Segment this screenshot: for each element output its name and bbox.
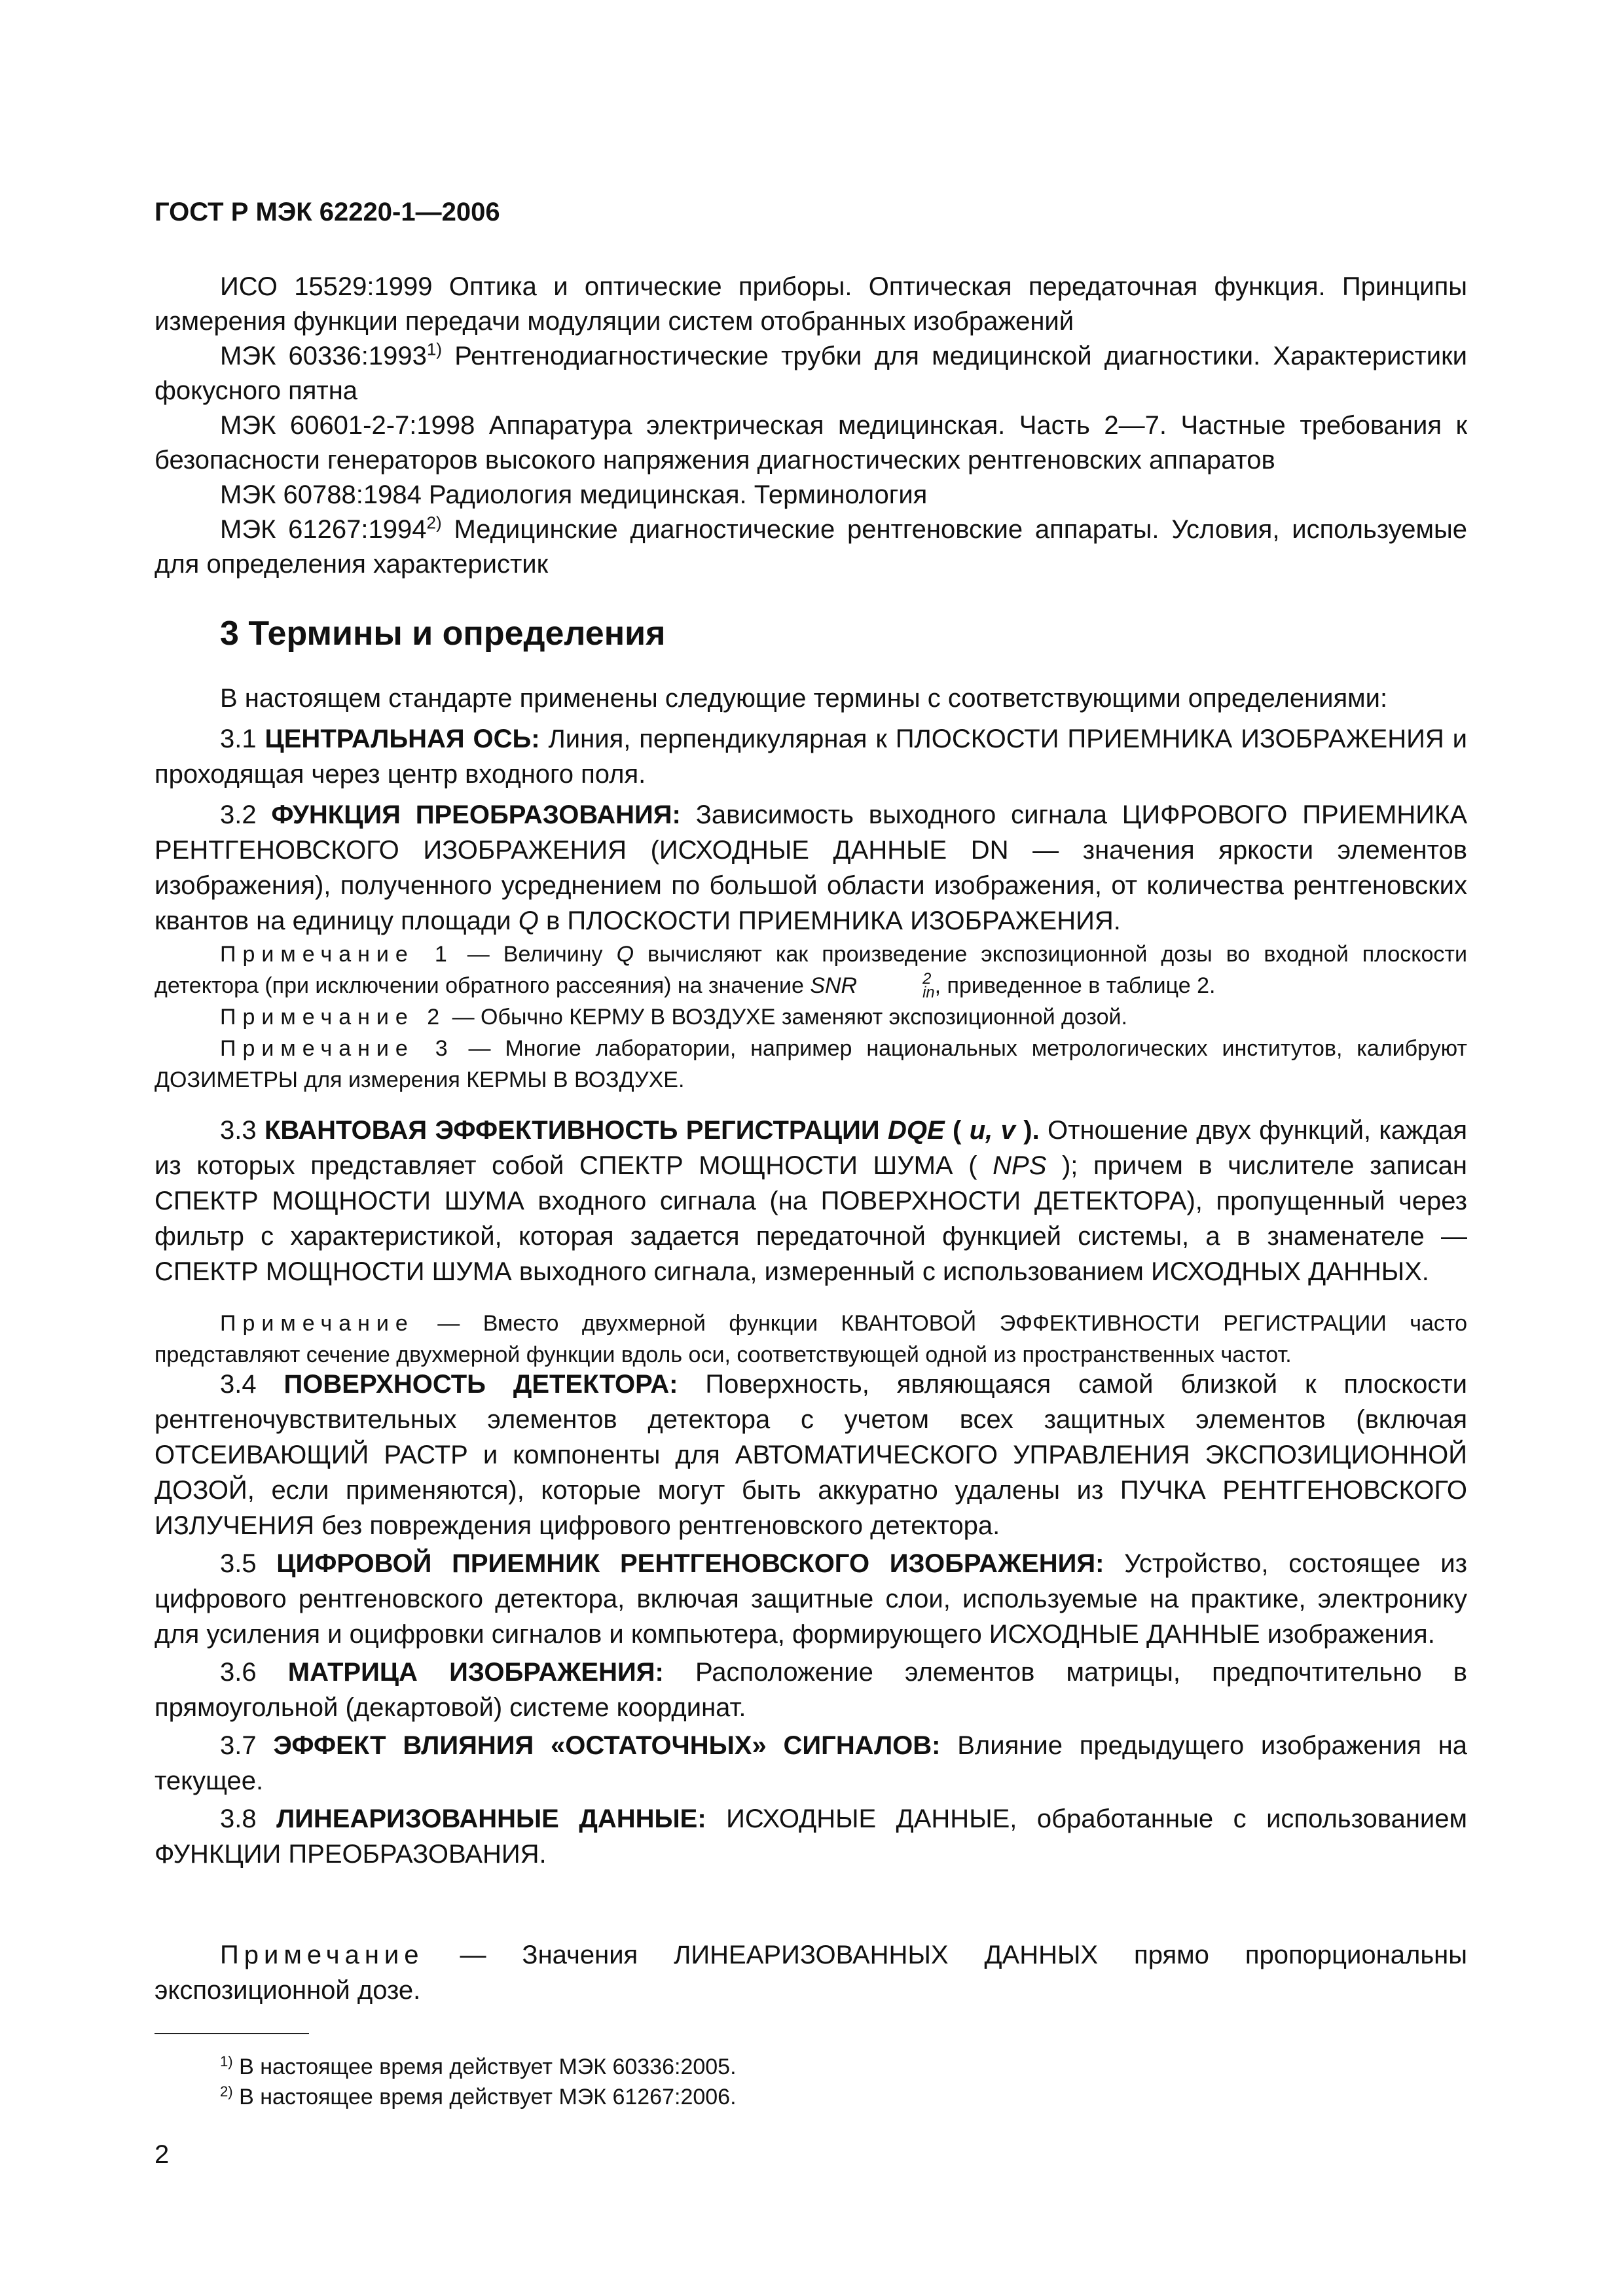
term-3-2: 3.2 ФУНКЦИЯ ПРЕОБРАЗОВАНИЯ: Зависимость выходного сигнала ЦИФРОВОГО ПРИЕМНИКА РЕНТГЕНОВСКОГО ИЗОБРАЖЕНИЯ (ИСХОДНЫЕ ДАННЫЕ DN — значения яркости элементов изображения), полученного усреднением по большой области изображения, от количества рентгеновских квантов на единицу площади Q в ПЛОСКОСТИ ПРИЕМНИКА ИЗОБРАЖЕНИЯ. xyxy=(155,800,1467,935)
footnote-mark: 2) xyxy=(426,512,442,533)
reference-item: МЭК 60336:1993$^{1)}$ Рентгенодиагностические трубки для медицинской диагностики. Характеристики фокусного пятна xyxy=(155,339,1467,405)
footnote-divider xyxy=(155,2033,309,2034)
document-header: ГОСТ Р МЭК 62220-1—2006 xyxy=(155,198,500,226)
term-name: КВАНТОВАЯ ЭФФЕКТИВНОСТЬ РЕГИСТРАЦИИ xyxy=(264,1116,888,1145)
notes-3-2 xyxy=(155,939,1467,1096)
term-3-7: 3.7 ЭФФЕКТ ВЛИЯНИЯ «ОСТАТОЧНЫХ» СИГНАЛОВ: Влияние предыдущего изображения на текущее. xyxy=(155,1731,1468,1795)
term-3-4: 3.4 ПОВЕРХНОСТЬ ДЕТЕКТОРА: Поверхность, являющаяся самой близкой к плоскости рентгеночувствительных элементов детектора с учетом всех защитных элементов (включая ОТСЕИВАЮЩИЙ РАСТР и компоненты для АВТОМАТИЧЕСКОГО УПРАВЛЕНИЯ ЭКСПОЗИЦИОННОЙ ДОЗОЙ, если применяются), которые могут быть аккуратно удалены из ПУЧКА РЕНТГЕНОВСКОГО ИЗЛУЧЕНИЯ без повреждения цифрового рентгеновского детектора. xyxy=(155,1370,1467,1540)
term-name: ЦИФРОВОЙ ПРИЕМНИК РЕНТГЕНОВСКОГО ИЗОБРАЖЕНИЯ: xyxy=(276,1549,1104,1578)
reference-item: ИСО 15529:1999 Оптика и оптические приборы. Оптическая передаточная функция. Принципы измерения функции передачи модуляции систем отобранных изображений xyxy=(155,272,1467,336)
term-name: ПОВЕРХНОСТЬ ДЕТЕКТОРА: xyxy=(283,1370,678,1399)
reference-item: МЭК 61267:1994$^{2)}$ Медицинские диагностические рентгеновские аппараты. Условия, используемые для определения характеристик xyxy=(155,512,1468,579)
term-3-5: 3.5 ЦИФРОВОЙ ПРИЕМНИК РЕНТГЕНОВСКОГО ИЗОБРАЖЕНИЯ: Устройство, состоящее из цифрового рентгеновского детектора, включая защитные слои, используемые на практике, электронику для усиления и оцифровки сигналов и компьютера, формирующего ИСХОДНЫЕ ДАННЫЕ изображения. xyxy=(155,1549,1467,1649)
term-3-6: 3.6 МАТРИЦА ИЗОБРАЖЕНИЯ: Расположение элементов матрицы, предпочтительно в прямоугольной (декартовой) системе координат. xyxy=(155,1658,1467,1722)
footnote: $^{1)}$ В настоящее время действует МЭК 60336:2005. xyxy=(220,2053,737,2079)
normative-references xyxy=(155,270,1467,582)
term-name: ЛИНЕАРИЗОВАННЫЕ ДАННЫЕ: xyxy=(276,1804,706,1833)
note-2: Примечание 2 — Обычно КЕРМУ В ВОЗДУХЕ заменяют экспозиционной дозой. xyxy=(220,1005,1127,1030)
footnote-mark: 1) xyxy=(220,2053,233,2070)
reference-item: МЭК 60788:1984 Радиология медицинская. Терминология xyxy=(220,480,928,509)
term-3-1: 3.1 ЦЕНТРАЛЬНАЯ ОСЬ: Линия, перпендикулярная к ПЛОСКОСТИ ПРИЕМНИКА ИЗОБРАЖЕНИЯ и проходящая через центр входного поля. xyxy=(155,725,1468,789)
note-3-3: Примечание — Вместо двухмерной функции КВАНТОВОЙ ЭФФЕКТИВНОСТИ РЕГИСТРАЦИИ часто представляют сечение двухмерной функции вдоль оси, соответствующей одной из пространственных частот. xyxy=(155,1311,1467,1367)
footnote-mark: 2) xyxy=(220,2083,233,2100)
footnote: $^{2)}$ В настоящее время действует МЭК 61267:2006. xyxy=(220,2083,737,2109)
term-name: ФУНКЦИЯ ПРЕОБРАЗОВАНИЯ: xyxy=(271,800,681,829)
terms-part-2 xyxy=(155,1367,1467,1874)
term-name: ЦЕНТРАЛЬНАЯ ОСЬ: xyxy=(264,725,540,753)
terms-part-1 xyxy=(155,681,1467,944)
note-3-8: Примечание — Значения ЛИНЕАРИЗОВАННЫХ ДАННЫХ прямо пропорциональны экспозиционной дозе. xyxy=(155,1941,1467,2005)
page-number: 2 xyxy=(155,2140,170,2169)
note-3: Примечание 3 — Многие лаборатории, например национальных метрологических институтов, калибруют ДОЗИМЕТРЫ для измерения КЕРМЫ В ВОЗДУХЕ. xyxy=(155,1036,1467,1092)
term-3-3: 3.3 КВАНТОВАЯ ЭФФЕКТИВНОСТЬ РЕГИСТРАЦИИ DQE ( u, v ). Отношение двух функций, каждая из которых представляет собой СПЕКТР МОЩНОСТИ ШУМА ( NPS ); причем в числителе записан СПЕКТР МОЩНОСТИ ШУМА входного сигнала (на ПОВЕРХНОСТИ ДЕТЕКТОРА), пропущенный через фильтр с характеристикой, которая задается передаточной функцией системы, а в знаменателе — СПЕКТР МОЩНОСТИ ШУМА выходного сигнала, измеренный с использованием ИСХОДНЫХ ДАННЫХ. xyxy=(155,1116,1468,1286)
reference-item: МЭК 60601-2-7:1998 Аппаратура электрическая медицинская. Часть 2—7. Частные требования к безопасности генераторов высокого напряжения диагностических рентгеновских аппаратов xyxy=(155,411,1467,475)
term-name: ЭФФЕКТ ВЛИЯНИЯ «ОСТАТОЧНЫХ» СИГНАЛОВ: xyxy=(273,1731,941,1760)
section-title: 3 Термины и определения xyxy=(220,615,666,653)
term-name: МАТРИЦА ИЗОБРАЖЕНИЯ: xyxy=(287,1658,664,1687)
intro-paragraph: В настоящем стандарте применены следующие термины с соответствующими определениями: xyxy=(220,684,1388,713)
note-1: Примечание 1 — Величину Q вычисляют как произведение экспозиционной дозы во входной плоскости детектора (при исключении обратного рассеяния) на значение SNR 2 in , приведенное в таблице 2. xyxy=(155,942,1467,1002)
term-3-8: 3.8 ЛИНЕАРИЗОВАННЫЕ ДАННЫЕ: ИСХОДНЫЕ ДАННЫЕ, обработанные с использованием ФУНКЦИИ ПРЕОБРАЗОВАНИЯ. xyxy=(155,1804,1467,1869)
footnote-mark: 1) xyxy=(426,339,443,359)
